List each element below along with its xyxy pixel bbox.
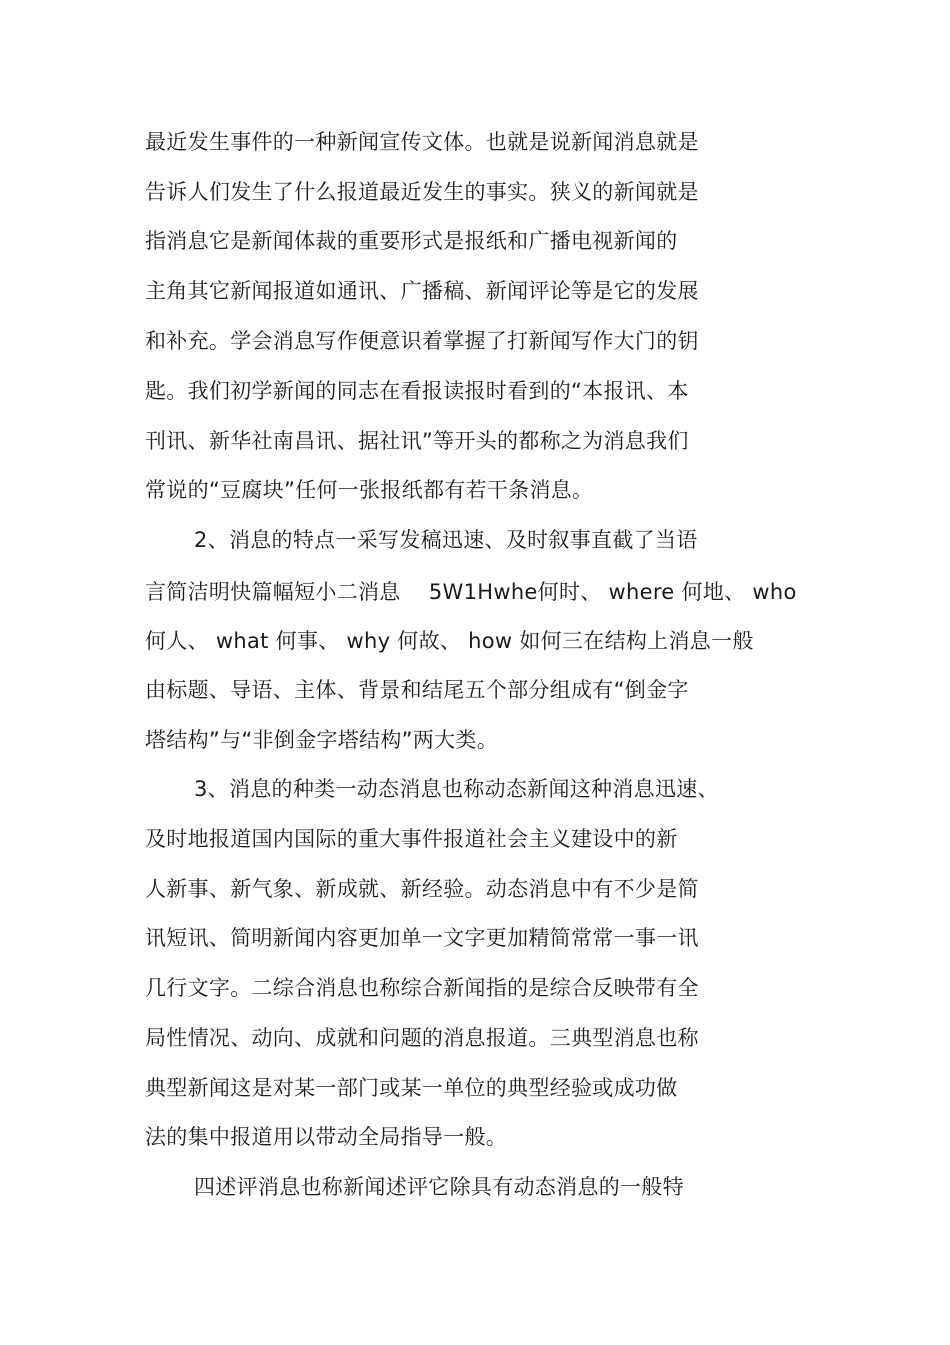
- text-line-9: 2、消息的特点一采写发稿迅速、及时叙事直截了当语: [194, 528, 698, 552]
- text-line-1: 最近发生事件的一种新闻宣传文体。也就是说新闻消息就是: [145, 130, 699, 154]
- text-line-18: 几行文字。二综合消息也称综合新闻指的是综合反映带有全: [145, 976, 699, 1000]
- text-line-20: 典型新闻这是对某一部门或某一单位的典型经验或成功做: [145, 1076, 678, 1100]
- text-line-2: 告诉人们发生了什么报道最近发生的事实。狭义的新闻就是: [145, 180, 699, 204]
- text-line-3: 指消息它是新闻体裁的重要形式是报纸和广播电视新闻的: [145, 229, 678, 253]
- text-line-19: 局性情况、动向、成就和问题的消息报道。三典型消息也称: [145, 1026, 699, 1050]
- text-line-10: 言简洁明快篇幅短小二消息 5W1Hwhe何时、 where 何地、 who: [145, 580, 797, 604]
- text-line-6: 匙。我们初学新闻的同志在看报读报时看到的“本报讯、本: [145, 379, 689, 403]
- text-line-17: 讯短讯、简明新闻内容更加单一文字更加精简常常一事一讯: [145, 926, 699, 950]
- text-line-15: 及时地报道国内国际的重大事件报道社会主义建设中的新: [145, 827, 678, 851]
- text-line-7: 刊讯、新华社南昌讯、据社讯”等开头的都称之为消息我们: [145, 429, 689, 453]
- text-line-16: 人新事、新气象、新成就、新经验。动态消息中有不少是简: [145, 877, 699, 901]
- text-line-12: 由标题、导语、主体、背景和结尾五个部分组成有“倒金字: [145, 678, 689, 702]
- text-line-4: 主角其它新闻报道如通讯、广播稿、新闻评论等是它的发展: [145, 279, 699, 303]
- text-line-14: 3、消息的种类一动态消息也称动态新闻这种消息迅速、: [194, 777, 719, 801]
- text-line-11: 何人、 what 何事、 why 何故、 how 如何三在结构上消息一般: [145, 629, 754, 653]
- text-line-8: 常说的“豆腐块”任何一张报纸都有若干条消息。: [145, 478, 594, 502]
- text-line-13: 塔结构”与“非倒金字塔结构”两大类。: [145, 728, 499, 752]
- text-line-21: 法的集中报道用以带动全局指导一般。: [145, 1125, 508, 1149]
- text-line-22: 四述评消息也称新闻述评它除具有动态消息的一般特: [194, 1175, 684, 1199]
- text-line-5: 和补充。学会消息写作便意识着掌握了打新闻写作大门的钥: [145, 329, 699, 353]
